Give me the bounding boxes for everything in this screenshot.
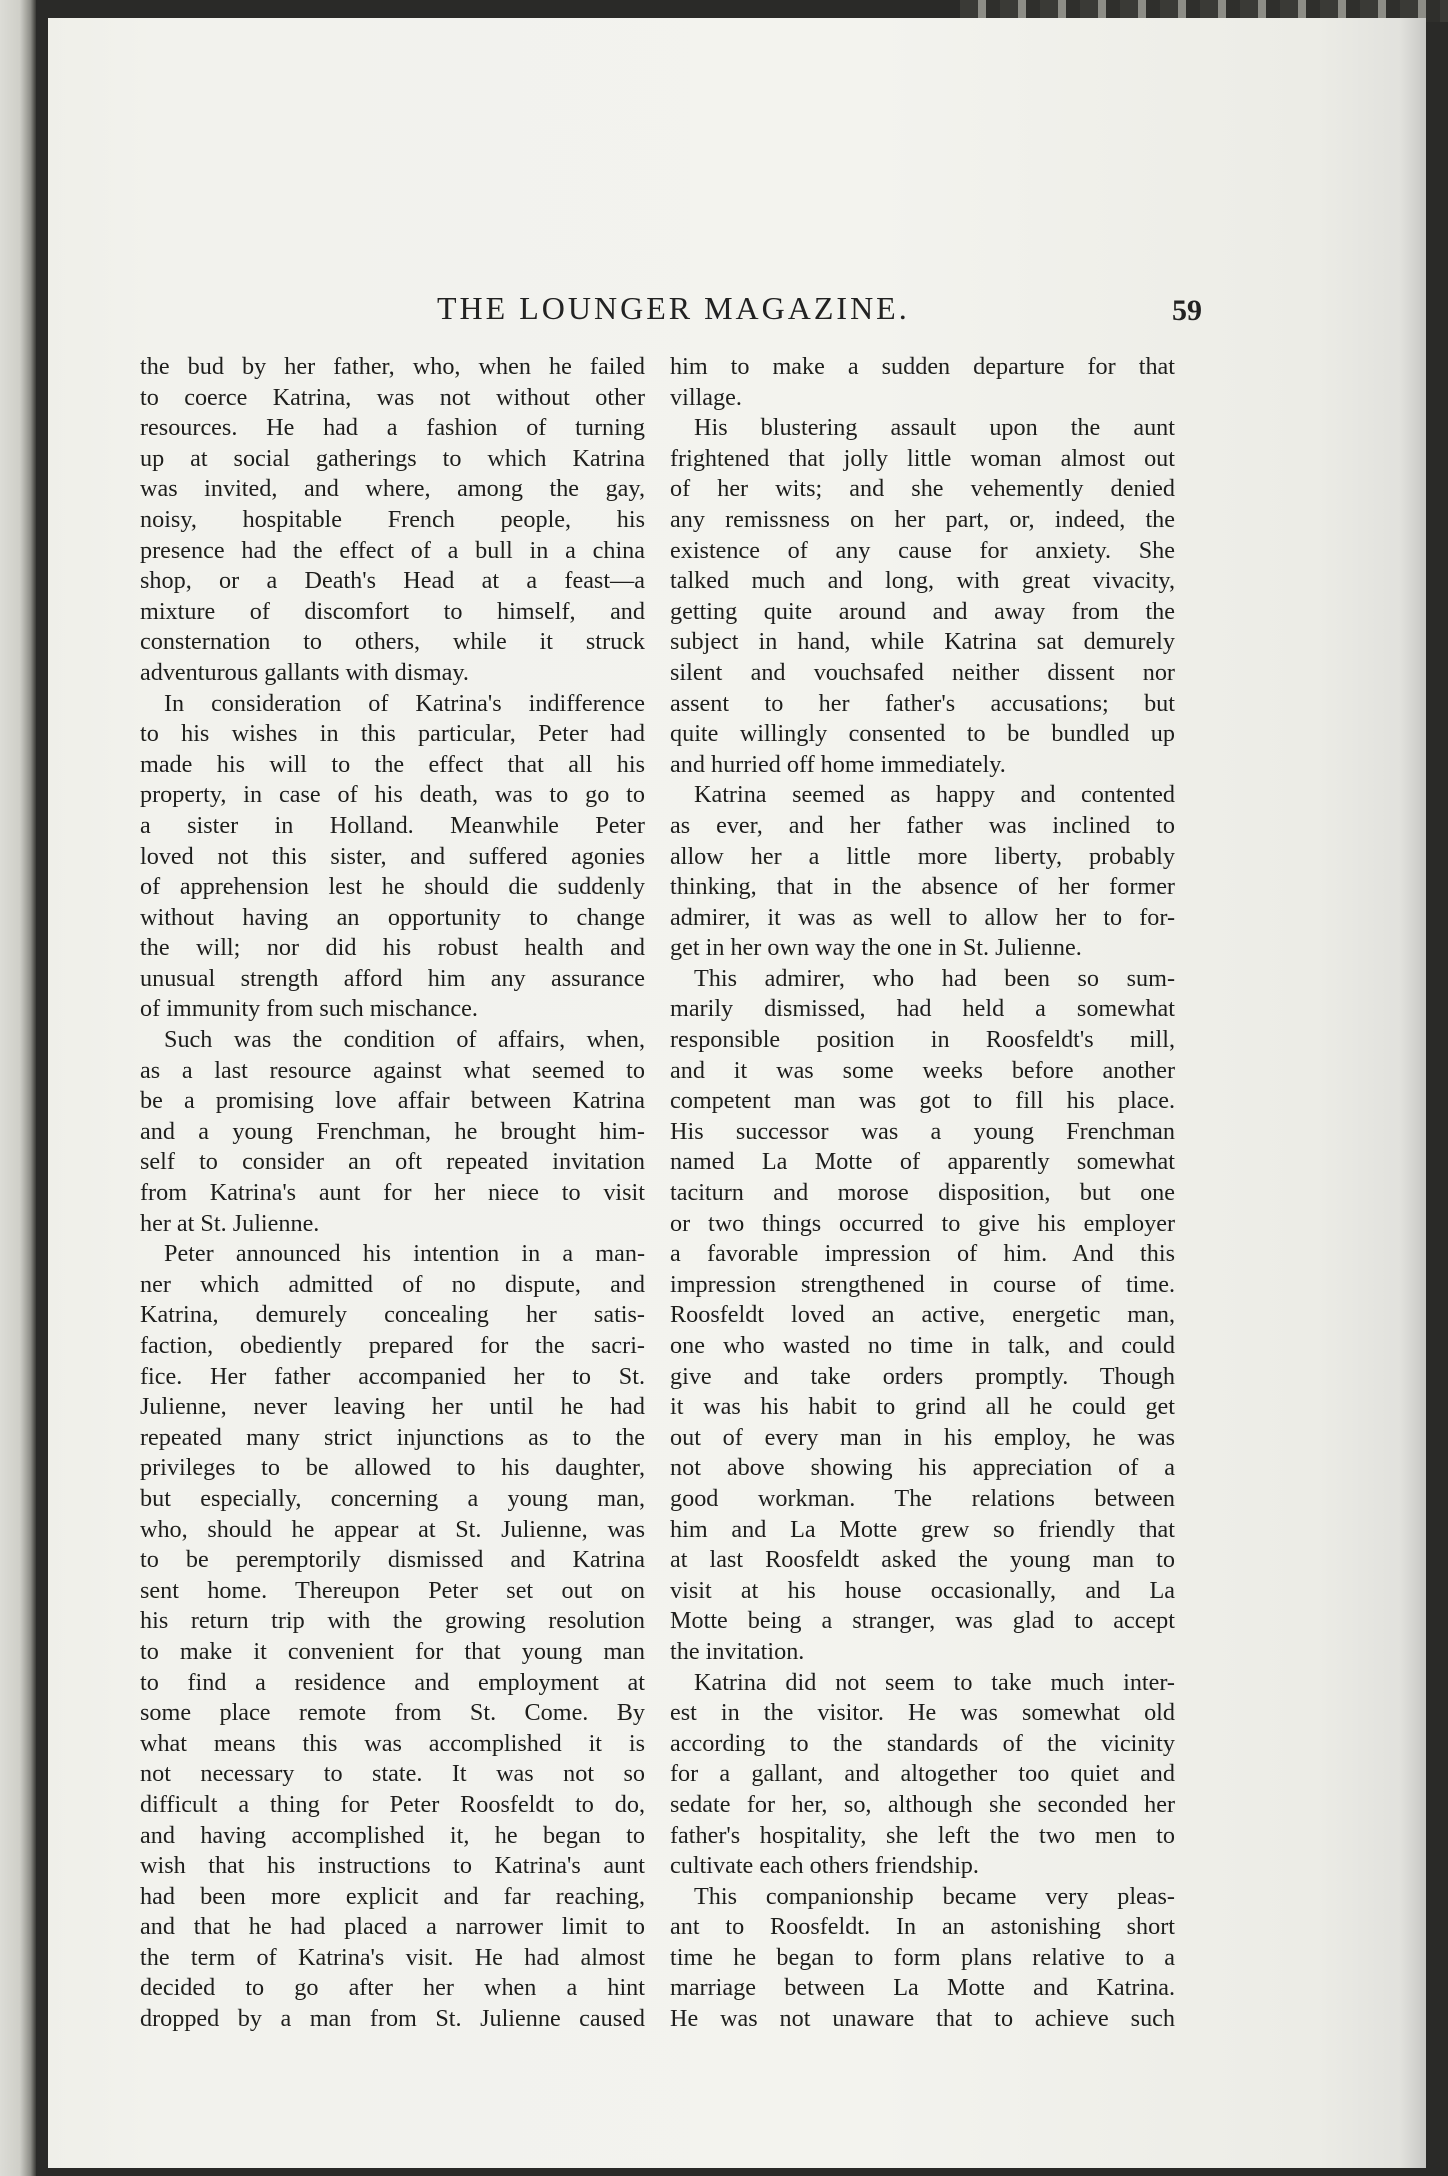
text-line: village. bbox=[670, 383, 742, 411]
text-line: it was his habit to grind all he could get bbox=[670, 1393, 1175, 1421]
text-line: marriage between La Motte and Katrina. bbox=[670, 1974, 1175, 2002]
text-line: him and La Motte grew so friendly that bbox=[670, 1515, 1175, 1543]
text-line: not necessary to state. It was not so bbox=[140, 1760, 645, 1788]
text-line: and that he had placed a narrower limit to bbox=[140, 1913, 645, 1941]
text-line: presence had the effect of a bull in a china bbox=[140, 536, 645, 564]
text-line: or two things occurred to give his employer bbox=[670, 1209, 1175, 1237]
text-line: dropped by a man from St. Julienne caused bbox=[140, 2005, 645, 2033]
text-line: quite willingly consented to be bundled up bbox=[670, 720, 1175, 748]
text-line: the invitation. bbox=[670, 1637, 805, 1665]
text-line: as a last resource against what seemed to bbox=[140, 1056, 645, 1084]
text-line: father's hospitality, she left the two men to bbox=[670, 1821, 1175, 1849]
text-line: consternation to others, while it struck bbox=[140, 628, 645, 656]
text-line: cultivate each others friendship. bbox=[670, 1852, 979, 1880]
page-edge-shadow bbox=[1400, 18, 1426, 2168]
text-line: him to make a sudden departure for that bbox=[670, 353, 1175, 380]
text-line: to his wishes in this particular, Peter had bbox=[140, 720, 645, 748]
text-line: sent home. Thereupon Peter set out on bbox=[140, 1576, 645, 1604]
text-line: a sister in Holland. Meanwhile Peter bbox=[140, 811, 645, 839]
page-number: 59 bbox=[1172, 294, 1202, 327]
text-line: ner which admitted of no dispute, and bbox=[140, 1270, 645, 1298]
text-line: from Katrina's aunt for her niece to visit bbox=[140, 1179, 645, 1207]
text-line: and a young Frenchman, he brought him- bbox=[140, 1117, 645, 1145]
text-line: but especially, concerning a young man, bbox=[140, 1484, 645, 1512]
text-line: property, in case of his death, was to go to bbox=[140, 781, 645, 809]
text-line: the will; nor did his robust health and bbox=[140, 934, 645, 962]
text-line: Katrina, demurely concealing her satis- bbox=[140, 1301, 645, 1329]
text-line: He was not unaware that to achieve such bbox=[670, 2005, 1175, 2033]
text-line: of apprehension lest he should die suddenly bbox=[140, 873, 645, 901]
text-line: difficult a thing for Peter Roosfeldt to do, bbox=[140, 1790, 645, 1818]
text-line: one who wasted no time in talk, and could bbox=[670, 1332, 1175, 1359]
text-line: who, should he appear at St. Julienne, was bbox=[140, 1515, 645, 1543]
left-text-column bbox=[140, 352, 645, 2035]
text-line: competent man was got to fill his place. bbox=[670, 1087, 1175, 1115]
text-line: admirer, it was as well to allow her to for- bbox=[670, 903, 1175, 931]
text-line: give and take orders promptly. Though bbox=[670, 1362, 1175, 1390]
text-line: unusual strength afford him any assurance bbox=[140, 964, 645, 992]
text-line: loved not this sister, and suffered agonies bbox=[140, 842, 645, 870]
text-line: responsible position in Roosfeldt's mill, bbox=[670, 1026, 1175, 1054]
text-line: mixture of discomfort to himself, and bbox=[140, 597, 645, 625]
text-line: Peter announced his intention in a man- bbox=[164, 1240, 645, 1268]
text-line: a favorable impression of him. And this bbox=[670, 1240, 1175, 1268]
text-line: out of every man in his employ, he was bbox=[670, 1423, 1175, 1451]
text-line: self to consider an oft repeated invitation bbox=[140, 1148, 645, 1176]
text-line: get in her own way the one in St. Julienne. bbox=[670, 934, 1082, 962]
text-line: the term of Katrina's visit. He had almost bbox=[140, 1943, 645, 1971]
text-line: In consideration of Katrina's indifference bbox=[164, 689, 645, 717]
text-line: Such was the condition of affairs, when, bbox=[164, 1026, 645, 1054]
text-line: taciturn and morose disposition, but one bbox=[670, 1179, 1175, 1207]
text-line: at last Roosfeldt asked the young man to bbox=[670, 1546, 1175, 1574]
text-line: good workman. The relations between bbox=[670, 1484, 1175, 1512]
text-line: according to the standards of the vicinity bbox=[670, 1729, 1175, 1757]
text-line: for a gallant, and altogether too quiet and bbox=[670, 1760, 1175, 1788]
text-line: This companionship became very pleas- bbox=[694, 1882, 1175, 1910]
text-line: any remissness on her part, or, indeed, the bbox=[670, 505, 1175, 533]
text-line: sedate for her, so, although she seconded her bbox=[670, 1790, 1175, 1818]
text-line: assent to her father's accusations; but bbox=[670, 689, 1175, 717]
text-line: and hurried off home immediately. bbox=[670, 750, 1006, 778]
text-line: adventurous gallants with dismay. bbox=[140, 658, 469, 686]
text-line: to make it convenient for that young man bbox=[140, 1637, 645, 1665]
right-text-column bbox=[670, 352, 1175, 2035]
text-line: to be peremptorily dismissed and Katrina bbox=[140, 1546, 645, 1574]
text-line: resources. He had a fashion of turning bbox=[140, 414, 645, 442]
text-line: impression strengthened in course of time. bbox=[670, 1270, 1175, 1298]
text-line: repeated many strict injunctions as to the bbox=[140, 1423, 645, 1451]
text-line: frightened that jolly little woman almost out bbox=[670, 444, 1175, 472]
text-line: visit at his house occasionally, and La bbox=[670, 1576, 1175, 1604]
text-line: faction, obediently prepared for the sacri- bbox=[140, 1332, 645, 1359]
text-line: of her wits; and she vehemently denied bbox=[670, 475, 1175, 503]
text-line: wish that his instructions to Katrina's aunt bbox=[140, 1852, 645, 1880]
text-line: had been more explicit and far reaching, bbox=[140, 1882, 645, 1910]
text-line: fice. Her father accompanied her to St. bbox=[140, 1362, 645, 1390]
text-line: his return trip with the growing resolution bbox=[140, 1607, 645, 1635]
text-line: marily dismissed, had held a somewhat bbox=[670, 995, 1175, 1023]
text-line: to coerce Katrina, was not without other bbox=[140, 383, 645, 411]
text-line: His blustering assault upon the aunt bbox=[694, 414, 1175, 442]
text-line: was invited, and where, among the gay, bbox=[140, 475, 645, 503]
text-line: est in the visitor. He was somewhat old bbox=[670, 1699, 1175, 1727]
text-line: Motte being a stranger, was glad to accept bbox=[670, 1607, 1175, 1635]
text-line: Katrina seemed as happy and contented bbox=[694, 781, 1175, 809]
text-line: and it was some weeks before another bbox=[670, 1056, 1175, 1084]
text-line: Roosfeldt loved an active, energetic man, bbox=[670, 1301, 1175, 1329]
text-line: getting quite around and away from the bbox=[670, 597, 1175, 625]
text-line: subject in hand, while Katrina sat demurely bbox=[670, 628, 1175, 656]
text-line: up at social gatherings to which Katrina bbox=[140, 444, 645, 472]
text-line: This admirer, who had been so sum- bbox=[694, 964, 1175, 992]
text-line: the bud by her father, who, when he failed bbox=[140, 353, 645, 380]
text-line: allow her a little more liberty, probably bbox=[670, 842, 1175, 870]
text-line: Katrina did not seem to take much inter- bbox=[694, 1668, 1175, 1696]
text-line: shop, or a Death's Head at a feast—a bbox=[140, 567, 645, 595]
text-line: without having an opportunity to change bbox=[140, 903, 645, 931]
text-line: privileges to be allowed to his daughter, bbox=[140, 1454, 645, 1482]
text-line: noisy, hospitable French people, his bbox=[140, 505, 645, 533]
text-line: be a promising love affair between Katrina bbox=[140, 1087, 645, 1115]
text-line: named La Motte of apparently somewhat bbox=[670, 1148, 1175, 1176]
text-line: not above showing his appreciation of a bbox=[670, 1454, 1175, 1482]
text-line: time he began to form plans relative to a bbox=[670, 1943, 1175, 1971]
text-line: existence of any cause for anxiety. She bbox=[670, 536, 1175, 564]
text-line: His successor was a young Frenchman bbox=[670, 1117, 1175, 1145]
text-line: her at St. Julienne. bbox=[140, 1209, 320, 1237]
text-line: some place remote from St. Come. By bbox=[140, 1699, 645, 1727]
text-line: thinking, that in the absence of her former bbox=[670, 873, 1175, 901]
text-line: to find a residence and employment at bbox=[140, 1668, 645, 1696]
text-line: made his will to the effect that all his bbox=[140, 750, 645, 778]
text-line: talked much and long, with great vivacity, bbox=[670, 567, 1175, 595]
text-line: Julienne, never leaving her until he had bbox=[140, 1393, 645, 1421]
page-header bbox=[385, 290, 1265, 340]
text-line: what means this was accomplished it is bbox=[140, 1729, 645, 1757]
text-line: ant to Roosfeldt. In an astonishing short bbox=[670, 1913, 1175, 1941]
text-line: as ever, and her father was inclined to bbox=[670, 811, 1175, 839]
text-line: of immunity from such mischance. bbox=[140, 995, 478, 1023]
facing-page-edge bbox=[0, 0, 36, 2176]
text-line: silent and vouchsafed neither dissent nor bbox=[670, 658, 1175, 686]
text-line: decided to go after her when a hint bbox=[140, 1974, 645, 2002]
text-line: and having accomplished it, he began to bbox=[140, 1821, 645, 1849]
running-head: THE LOUNGER MAGAZINE. bbox=[437, 290, 910, 326]
